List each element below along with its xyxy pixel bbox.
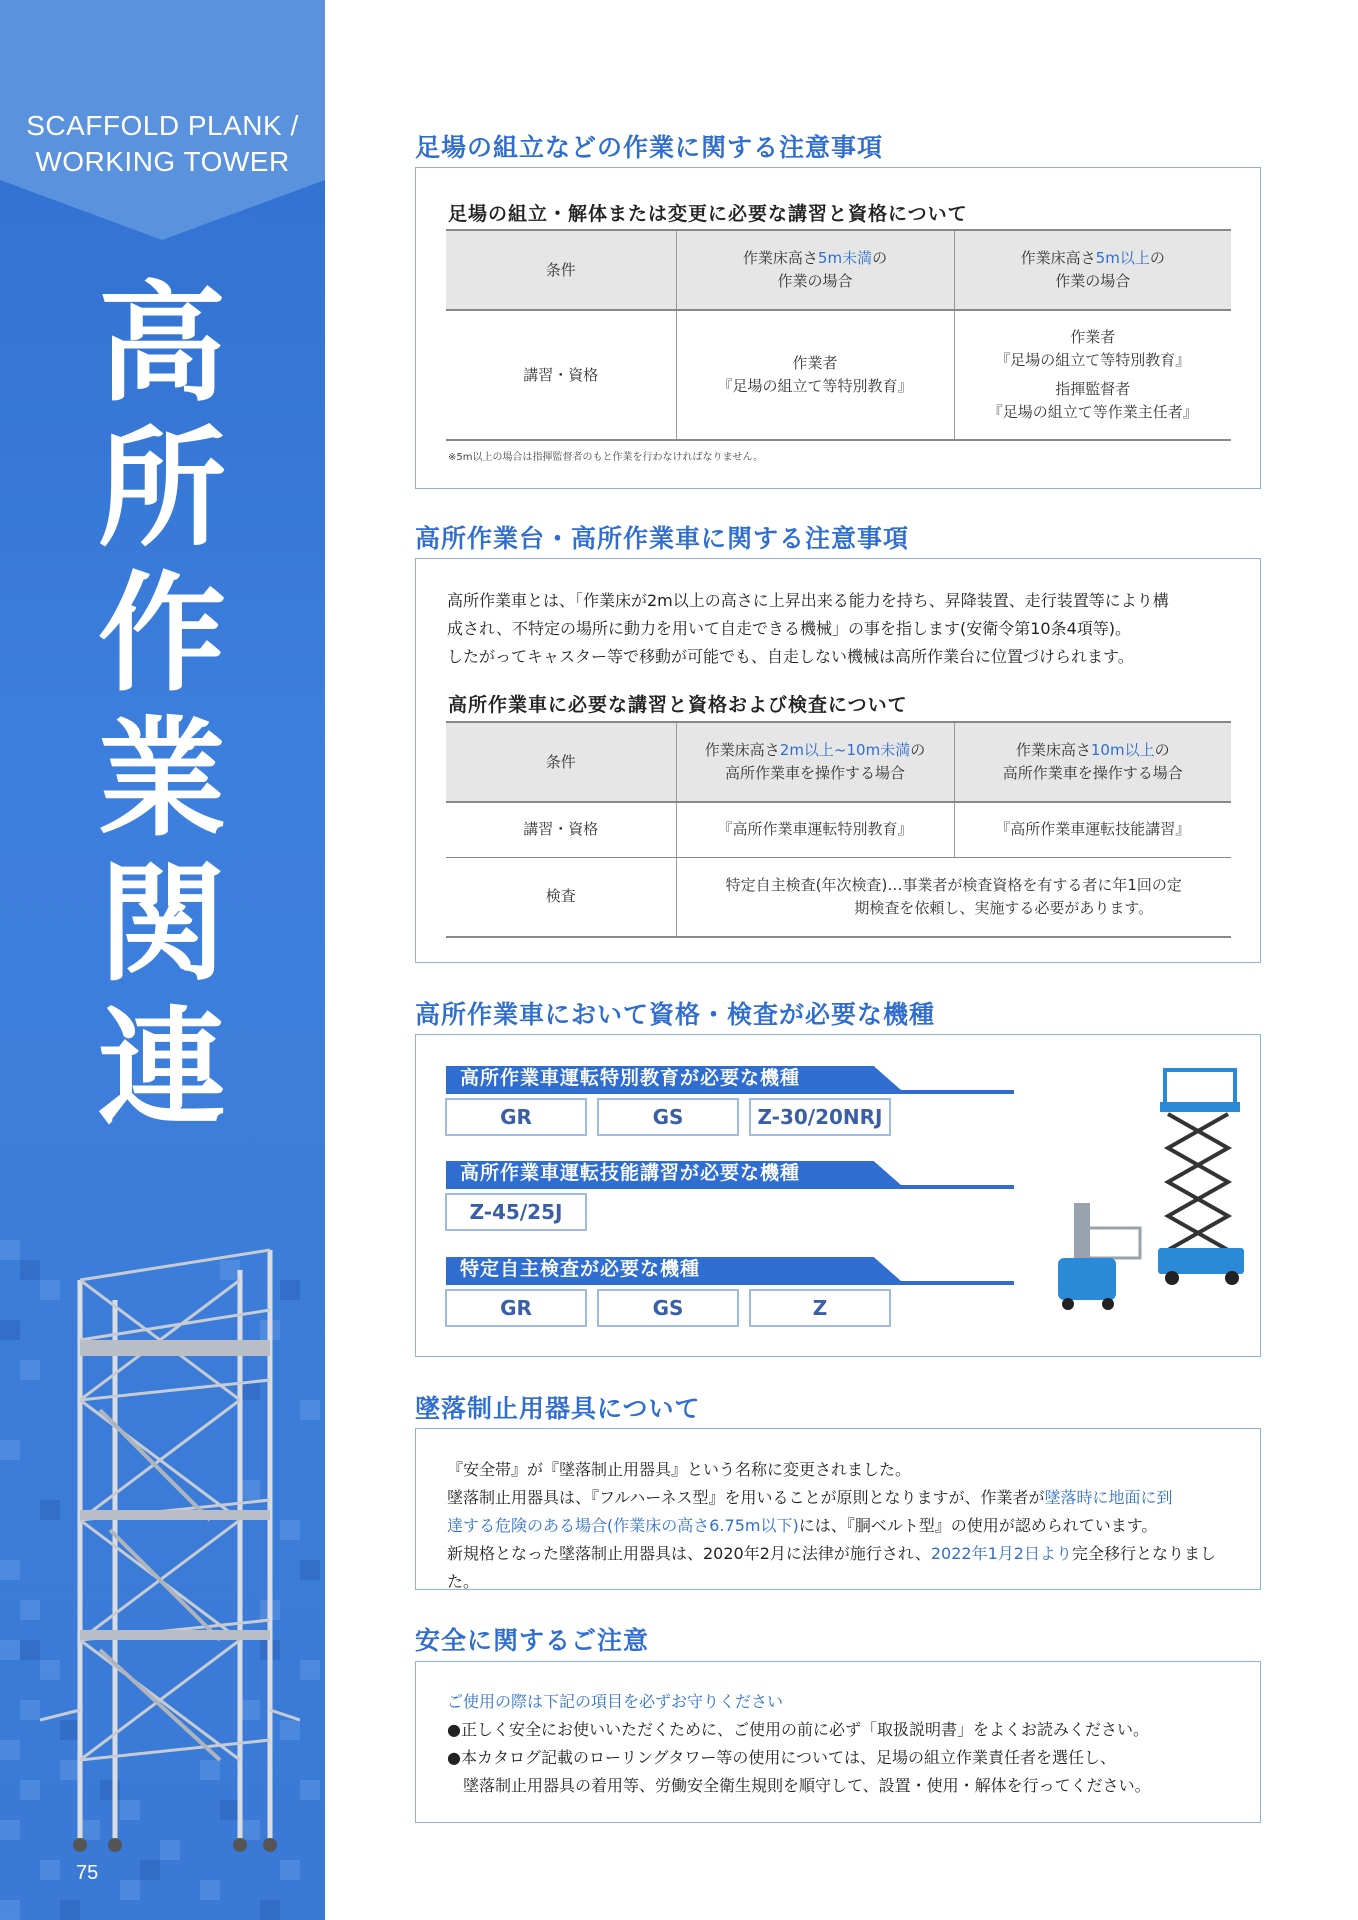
- paragraph-line: 高所作業車とは、「作業床が2m以上の高さに上昇出来る能力を持ち、昇降装置、走行装置等により構: [447, 591, 1169, 610]
- text-run: 新規格となった墜落制止用器具は、2020年2月に法律が施行され、: [447, 1544, 931, 1563]
- cell-text: 『足場の組立て等作業主任者』: [987, 403, 1198, 421]
- cell-text: 作業の場合: [1055, 272, 1131, 290]
- model-chip: GR: [445, 1098, 587, 1136]
- ribbon-line: [446, 1281, 1014, 1285]
- model-chip: Z: [749, 1289, 891, 1327]
- row-label: 講習・資格: [446, 310, 676, 440]
- sidebar-en-line2: WORKING TOWER: [35, 146, 290, 177]
- sidebar-en-line1: SCAFFOLD PLANK /: [26, 110, 299, 141]
- model-chip: Z-45/25J: [445, 1193, 587, 1231]
- text-highlight: 2022年1月2日より: [930, 1544, 1072, 1563]
- group1-ribbon: [446, 1066, 1014, 1094]
- cell-highlight: 5m以上: [1095, 249, 1150, 267]
- header-cell-2m-10m: [676, 722, 954, 802]
- ribbon-label: 特定自主検査が必要な機種: [460, 1258, 701, 1280]
- notice-bullet: ●正しく安全にお使いいただくために、ご使用の前に必ず「取扱説明書」をよくお読みください。: [447, 1720, 1149, 1739]
- section4-title: 墜落制止用器具について: [415, 1394, 701, 1423]
- sidebar: [0, 0, 325, 1920]
- text-run: には、『胴ベルト型』の使用が認められています。: [798, 1516, 1158, 1535]
- cell-text: 『足場の組立て等特別教育』: [717, 377, 913, 395]
- section1-subtitle: 足場の組立・解体または変更に必要な講習と資格について: [448, 203, 968, 225]
- section4-paragraph: [447, 1456, 1247, 1596]
- group3-ribbon: [446, 1257, 1014, 1285]
- row-label: 講習・資格: [446, 802, 676, 857]
- header-cell-under-5m: [676, 230, 954, 310]
- cell-highlight: 10m以上: [1090, 741, 1155, 759]
- paragraph-line: [447, 1540, 1247, 1596]
- aerial-work-platform-image: [1050, 1068, 1250, 1318]
- table-header-row: [446, 722, 1231, 802]
- table-cell-inspection: [676, 857, 1231, 937]
- sidebar-jp-char: 業: [97, 705, 226, 854]
- sidebar-japanese-title: [92, 272, 232, 1142]
- cell-text: 高所作業車を操作する場合: [1002, 764, 1183, 782]
- section1-title: 足場の組立などの作業に関する注意事項: [415, 133, 884, 162]
- paragraph-line: [447, 1484, 1247, 1512]
- sidebar-jp-char: 連: [97, 995, 226, 1144]
- text-highlight: 達する危険のある場合(作業床の高さ6.75m以下): [447, 1516, 799, 1535]
- sidebar-jp-char: 作: [97, 560, 226, 709]
- cell-highlight: 2m以上~10m未満: [779, 741, 911, 759]
- sidebar-jp-char: 高: [97, 270, 226, 419]
- cell-text: の: [910, 741, 926, 759]
- cell-text: 高所作業車を操作する場合: [724, 764, 905, 782]
- rolling-tower-image: [40, 1240, 300, 1860]
- model-chip: Z-30/20NRJ: [749, 1098, 891, 1136]
- header-cell-condition: [446, 230, 676, 310]
- header-cell-over-5m: [954, 230, 1231, 310]
- row-label: 検査: [446, 857, 676, 937]
- cell-text: 指揮監督者: [1055, 380, 1131, 398]
- section2-title: 高所作業台・高所作業車に関する注意事項: [415, 524, 910, 553]
- cell-text: の: [1149, 249, 1165, 267]
- table-cell: [954, 310, 1231, 440]
- table-row: [446, 802, 1231, 857]
- ribbon-line: [446, 1185, 1014, 1189]
- cell-text: 条件: [545, 260, 576, 279]
- text-run: 完全移行となりました。: [447, 1544, 1216, 1591]
- header-cell-over-10m: [954, 722, 1231, 802]
- section2-subtitle: 高所作業車に必要な講習と資格および検査について: [448, 694, 908, 716]
- paragraph-line: したがってキャスター等で移動が可能でも、自走しない機械は高所作業台に位置づけられます。: [447, 647, 1134, 666]
- cell-text: 作業床高さ: [704, 741, 780, 759]
- table-cell: [676, 310, 954, 440]
- table-row: [446, 857, 1231, 937]
- cell-text: 作業者: [792, 354, 838, 372]
- page-number: 75: [76, 1862, 99, 1884]
- table-header-row: [446, 230, 1231, 310]
- cell-text: の: [872, 249, 888, 267]
- cell-text: 期検査を依頼し、実施する必要があります。: [854, 898, 1154, 917]
- ribbon-line: [446, 1090, 1014, 1094]
- header-cell-condition: [446, 722, 676, 802]
- cell-text: 『足場の組立て等特別教育』: [995, 351, 1191, 369]
- paragraph-line: 『安全帯』が『墜落制止用器具』という名称に変更されました。: [447, 1460, 912, 1479]
- text-run: 墜落制止用器具は、『フルハーネス型』を用いることが原則となりますが、作業者が: [447, 1488, 1045, 1507]
- text-highlight: 墜落時に地面に到: [1044, 1488, 1173, 1507]
- notice-lead: ご使用の際は下記の項目を必ずお守りください: [447, 1692, 784, 1711]
- cell-text: 作業床高さ: [1020, 249, 1096, 267]
- section5-content: [447, 1688, 1247, 1800]
- notice-bullet: ●本カタログ記載のローリングタワー等の使用については、足場の組立作業責任者を選任し、: [447, 1748, 1117, 1767]
- section2-table: [446, 721, 1231, 938]
- paragraph-line: [447, 1512, 1247, 1540]
- cell-text: の: [1154, 741, 1170, 759]
- paragraph-line: 成され、不特定の場所に動力を用いて自走できる機械」の事を指します(安衛令第10条4項等)。: [447, 619, 1131, 638]
- notice-bullet-continuation: 墜落制止用器具の着用等、労働安全衛生規則を順守して、設置・使用・解体を行ってください。: [463, 1776, 1151, 1795]
- sidebar-english-title: [0, 108, 325, 180]
- section1-table: [446, 229, 1231, 441]
- model-chip: GS: [597, 1098, 739, 1136]
- cell-text: 作業床高さ: [742, 249, 818, 267]
- group2-ribbon: [446, 1161, 1014, 1189]
- ribbon-label: 高所作業車運転技能講習が必要な機種: [460, 1162, 801, 1184]
- cell-text: 特定自主検査(年次検査)…事業者が検査資格を有する者に年1回の定: [725, 875, 1182, 894]
- table-cell: 『高所作業車運転特別教育』: [676, 802, 954, 857]
- section5-title: 安全に関するご注意: [415, 1626, 650, 1655]
- sidebar-jp-char: 関: [97, 850, 226, 999]
- table-row: [446, 310, 1231, 440]
- cell-text: 作業者: [1070, 328, 1116, 346]
- cell-text: 作業の場合: [777, 272, 853, 290]
- model-chip: GR: [445, 1289, 587, 1327]
- ribbon-label: 高所作業車運転特別教育が必要な機種: [460, 1067, 801, 1089]
- cell-highlight: 5m未満: [817, 249, 873, 267]
- model-chip: GS: [597, 1289, 739, 1327]
- cell-text: 条件: [545, 752, 576, 771]
- section2-paragraph: [447, 587, 1237, 671]
- section3-title: 高所作業車において資格・検査が必要な機種: [415, 1000, 936, 1029]
- cell-text: 作業床高さ: [1015, 741, 1091, 759]
- section1-note: ※5m以上の場合は指揮監督者のもと作業を行わなければなりません。: [448, 452, 764, 463]
- table-cell: 『高所作業車運転技能講習』: [954, 802, 1231, 857]
- sidebar-jp-char: 所: [97, 415, 226, 564]
